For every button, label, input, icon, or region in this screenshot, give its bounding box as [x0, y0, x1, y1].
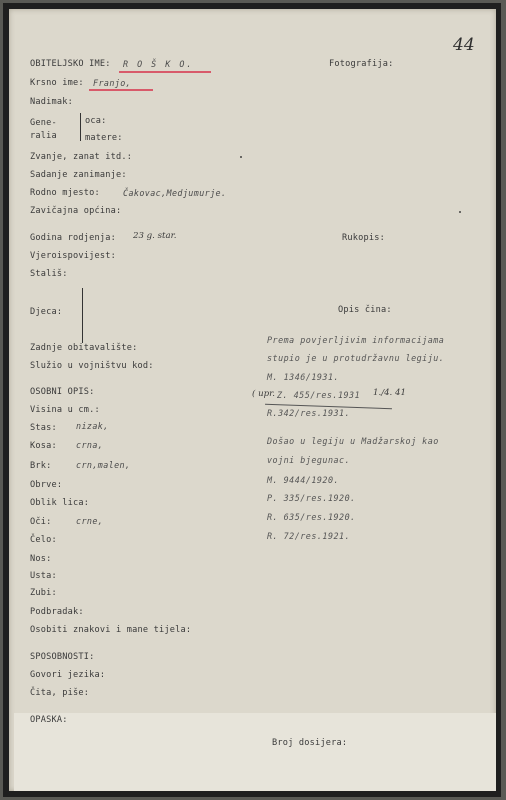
- generalia-bracket: [80, 113, 81, 141]
- given-name-value: Franjo,: [93, 78, 132, 88]
- note-line-9: P. 335/res.1920.: [267, 493, 356, 503]
- mustache-value: crn,malen,: [76, 460, 131, 470]
- note-line-11: R. 72/res.1921.: [267, 531, 351, 541]
- forehead-label: Čelo:: [30, 535, 57, 545]
- note-line-2: stupio je u protudržavnu legiju.: [267, 353, 445, 363]
- nickname-label: Nadimak:: [30, 97, 73, 107]
- birthplace-label: Rodno mjesto:: [30, 188, 100, 198]
- build-value: nizak,: [76, 421, 109, 431]
- note-line-6: Došao u legiju u Madžarskoj kao: [267, 436, 439, 446]
- note-hand-prefix: ( upr.: [252, 389, 276, 399]
- eyebrows-label: Obrve:: [30, 480, 63, 490]
- generalia-label: Gene- ralia: [30, 118, 57, 141]
- ink-dot: [240, 156, 242, 158]
- eyes-value: crne,: [76, 516, 104, 526]
- surname-label: OBITELJSKO IME:: [30, 59, 111, 69]
- mother-label: matere:: [85, 133, 123, 143]
- abilities-label: SPOSOBNOSTI:: [30, 652, 95, 662]
- mouth-label: Usta:: [30, 571, 57, 581]
- personal-description-label: OSOBNI OPIS:: [30, 387, 95, 397]
- mustache-label: Brk:: [30, 461, 52, 471]
- note-line-5: R.342/res.1931.: [267, 408, 351, 418]
- birth-year-label: Godina rodjenja:: [30, 233, 116, 243]
- given-name-underline: [89, 89, 153, 91]
- hair-value: crna,: [76, 440, 104, 450]
- crime-description-label: Opis čina:: [338, 305, 392, 315]
- occupation-label: Zvanje, zanat itd.:: [30, 152, 133, 162]
- last-residence-label: Zadnje obitavalište:: [30, 343, 138, 353]
- note-line-4: Z. 455/res.1931: [277, 390, 361, 400]
- note-line-10: R. 635/res.1920.: [267, 512, 356, 522]
- surname-underline: [119, 71, 211, 73]
- status-label: Stališ:: [30, 269, 68, 279]
- given-name-label: Krsno ime:: [30, 78, 84, 88]
- children-bracket: [82, 288, 83, 343]
- surname-value: R O Š K O.: [123, 59, 194, 69]
- hair-label: Kosa:: [30, 441, 57, 451]
- home-municipality-label: Zavičajna općina:: [30, 206, 122, 216]
- document-sheet: [9, 9, 496, 791]
- manuscript-label: Rukopis:: [342, 233, 385, 243]
- dossier-number-label: Broj dosijera:: [272, 738, 348, 748]
- build-label: Stas:: [30, 423, 57, 433]
- note-line-3: M. 1346/1931.: [267, 372, 340, 382]
- page-number: 44: [453, 35, 475, 55]
- height-label: Visina u cm.:: [30, 405, 100, 415]
- note-hand-suffix: 1./4. 41: [373, 388, 406, 398]
- lower-paper-band: [14, 713, 496, 791]
- photo-label: Fotografija:: [329, 59, 394, 69]
- face-shape-label: Oblik lica:: [30, 498, 90, 508]
- literacy-label: Čita, piše:: [30, 688, 90, 698]
- teeth-label: Zubi:: [30, 588, 57, 598]
- note-line-7: vojni bjegunac.: [267, 455, 351, 465]
- father-label: oca:: [85, 116, 107, 126]
- remarks-label: OPASKA:: [30, 715, 68, 725]
- children-label: Djeca:: [30, 307, 63, 317]
- distinguishing-marks-label: Osobiti znakovi i mane tijela:: [30, 625, 192, 635]
- note-line-1: Prema povjerljivim informacijama: [267, 335, 445, 345]
- religion-label: Vjeroispovijest:: [30, 251, 116, 261]
- note-line-8: M. 9444/1920.: [267, 475, 340, 485]
- current-occupation-label: Sadanje zanimanje:: [30, 170, 127, 180]
- military-service-label: Služio u vojništvu kod:: [30, 361, 154, 371]
- chin-label: Podbradak:: [30, 607, 84, 617]
- birth-year-value: 23 g. star.: [133, 231, 177, 241]
- languages-label: Govori jezika:: [30, 670, 106, 680]
- nose-label: Nos:: [30, 554, 52, 564]
- eyes-label: Oči:: [30, 517, 52, 527]
- birthplace-value: Čakovac,Medjumurje.: [123, 188, 227, 198]
- ink-dot: [459, 211, 461, 213]
